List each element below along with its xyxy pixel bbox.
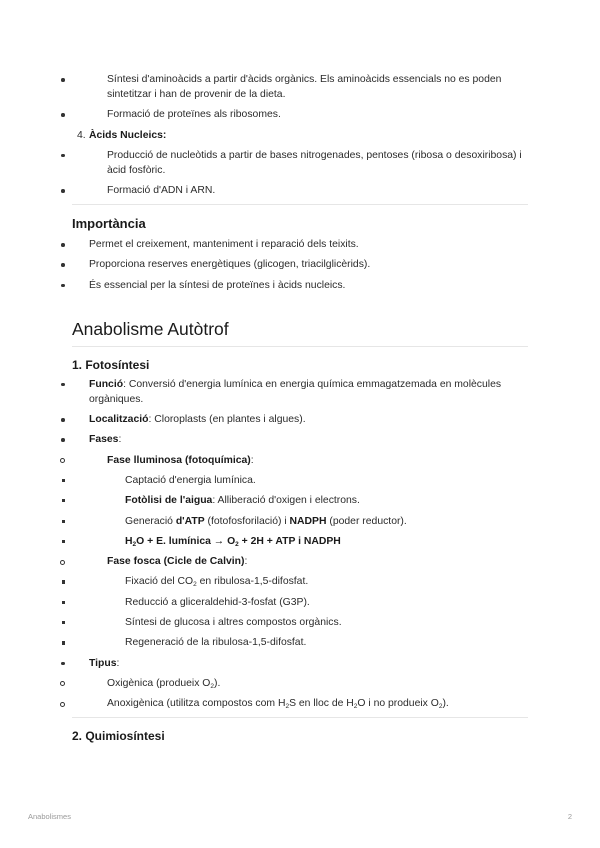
list-item (72, 107, 528, 122)
text: en ribulosa-1,5-difosfat. (196, 576, 309, 588)
label: Funció (89, 378, 124, 390)
text: Síntesi de glucosa i altres compostos orgànics. (125, 617, 342, 629)
text: O i no produeix O (357, 698, 439, 710)
text: ). (214, 677, 221, 689)
list-item (72, 72, 528, 102)
text: : (116, 657, 120, 669)
list-item (72, 183, 528, 198)
eq-part: O + E. lumínica → O (136, 535, 236, 547)
subscript: 2 (438, 703, 443, 711)
numbered-item (72, 128, 528, 143)
list-item (72, 595, 528, 610)
list-item (72, 412, 528, 427)
page-heading: Anabolisme Autòtrof (72, 318, 229, 339)
text: : Cloroplasts (en plantes i algues). (148, 414, 306, 426)
divider (72, 346, 528, 347)
text: : (244, 556, 248, 568)
list-item (72, 257, 528, 272)
list-item (72, 453, 528, 468)
section-heading: Importància (72, 216, 146, 232)
text: Fixació del CO (125, 576, 194, 588)
list-item (72, 278, 528, 293)
list-item (72, 696, 528, 711)
list-item (72, 148, 528, 178)
list-item-text: Formació de proteïnes als ribosomes. (107, 109, 281, 121)
text: (poder reductor). (326, 515, 407, 527)
subscript: 2 (193, 581, 197, 589)
text: Anoxigènica (utilitza compostos com H (107, 698, 286, 710)
divider (72, 204, 528, 205)
eq-part: + 2H + ATP i NADPH (238, 535, 341, 547)
list-item (72, 237, 528, 252)
text: Oxigènica (produeix O (107, 677, 211, 689)
text: : (250, 454, 254, 466)
label: NADPH (289, 515, 327, 527)
eq-sub: 2 (235, 540, 239, 548)
subscript: 2 (353, 703, 358, 711)
text: Generació (125, 515, 176, 527)
item-number: 4. (77, 129, 86, 141)
section-label: Àcids Nucleics: (89, 129, 167, 141)
label: Fotòlisi de l'aigua (125, 495, 213, 507)
text: Regeneració de la ribulosa-1,5-difosfat. (125, 637, 307, 649)
text: Reducció a gliceraldehid-3-fosfat (G3P). (125, 596, 310, 608)
text: S en lloc de H (289, 698, 354, 710)
list-item-text: Proporciona reserves energètiques (glicogen, triacilglicèrids). (89, 259, 371, 271)
list-item (72, 635, 528, 650)
list-item-text: És essencial per la síntesi de proteïnes i àcids nucleics. (89, 279, 346, 291)
list-item (72, 514, 528, 529)
list-item (72, 493, 528, 508)
list-item (72, 676, 528, 691)
equation (72, 534, 528, 549)
list-item (72, 432, 528, 447)
list-item (72, 574, 528, 589)
footer-title: Anabolismes (28, 812, 71, 821)
text: : (118, 434, 122, 446)
page-number: 2 (567, 812, 572, 821)
list-item (72, 473, 528, 488)
eq-sub: 2 (132, 540, 137, 548)
label: d'ATP (175, 515, 205, 527)
list-item-text: Síntesi d'aminoàcids a partir d'àcids orgànics. Els aminoàcids essencials no es poden sintetitzar i han de provenir de la dieta. (107, 74, 502, 100)
list-item-text: Formació d'ADN i ARN. (107, 185, 216, 197)
label: Fase lluminosa (fotoquímica) (107, 454, 251, 466)
subscript: 2 (285, 703, 290, 711)
text: (fotofosforilació) i (204, 515, 290, 527)
list-item (72, 656, 528, 671)
label: Fase fosca (Cicle de Calvin) (107, 556, 245, 568)
list-item-text: Permet el creixement, manteniment i reparació dels teixits. (89, 239, 359, 251)
subscript: 2 (210, 682, 215, 690)
text: ). (442, 698, 449, 710)
text: : Alliberació d'oxigen i electrons. (212, 495, 360, 507)
label: Localització (89, 414, 149, 426)
text: : Conversió d'energia lumínica en energia química emmagatzemada en molècules orgàniques. (89, 378, 502, 405)
list-item (72, 554, 528, 569)
document-page (72, 72, 528, 743)
subsection-heading: 2. Quimiosíntesi (72, 729, 165, 744)
subsection-heading: 1. Fotosíntesi (72, 357, 150, 372)
eq-part: H (125, 535, 133, 547)
label: Fases (89, 434, 119, 446)
label: Tipus (89, 657, 117, 669)
divider (72, 717, 528, 718)
list-item-text: Producció de nucleòtids a partir de bases nitrogenades, pentoses (ribosa o desoxiribosa) i àcid fosfòric. (107, 149, 522, 176)
list-item (72, 615, 528, 630)
list-item (72, 377, 528, 407)
text: Captació d'energia lumínica. (125, 474, 256, 486)
